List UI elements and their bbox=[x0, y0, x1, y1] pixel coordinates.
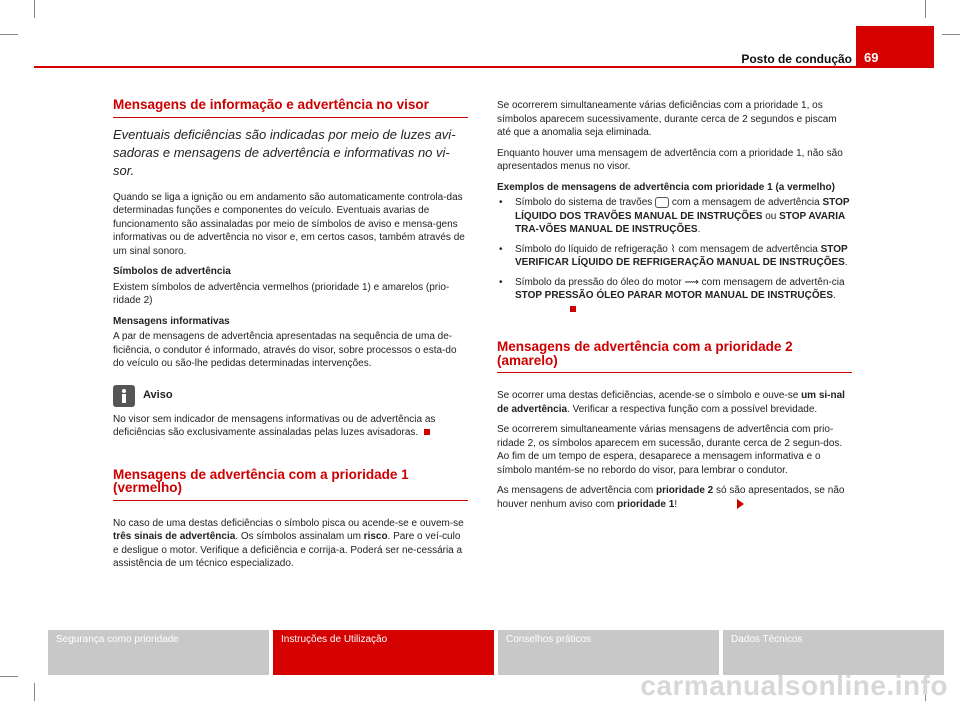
info-icon bbox=[113, 385, 135, 407]
section-heading: Mensagens de advertência com a prioridade 1 (vermelho) bbox=[113, 468, 468, 501]
paragraph: No caso de uma destas deficiências o símbolo pisca ou acende-se e ouvem-se três sinais de advertência. Os símbolos assinalam um risco. Pare o veí-culo e desligue o motor. Verifique a deficiência e corrija-a. Poderá ser ne-cessária a assistência de um técnico especializado. bbox=[113, 517, 464, 569]
footer-nav bbox=[48, 630, 948, 675]
paragraph: Se ocorrerem simultaneamente várias deficiências com a prioridade 1, os símbolos aparecem sucessivamente, durante cerca de 2 segundos e piscam até que a anomalia seja eliminada. bbox=[497, 100, 837, 138]
list-item: • Símbolo do sistema de travões com a mensagem de advertência STOP LÍQUIDO DOS TRAVÕES MANUAL DE INSTRUÇÕES ou STOP AVARIA TRA-VÕES MANUAL DE INSTRUÇÕES. bbox=[499, 197, 850, 235]
watermark: carmanualsonline.info bbox=[640, 670, 948, 701]
note-box bbox=[113, 385, 468, 407]
footer-tab-seguranca[interactable]: Segurança como prioridade bbox=[48, 630, 269, 675]
paragraph: Existem símbolos de advertência vermelhos (prioridade 1) e amarelos (prio-ridade 2) bbox=[113, 281, 450, 306]
crop-mark bbox=[0, 34, 18, 35]
right-column bbox=[497, 99, 852, 518]
subheading: Exemplos de mensagens de advertência com prioridade 1 (a vermelho) bbox=[497, 181, 835, 193]
crop-mark bbox=[34, 0, 35, 18]
page-title: Posto de condução bbox=[741, 52, 852, 66]
paragraph: Quando se liga a ignição ou em andamento são automaticamente controla-das determinadas funções e componentes do veículo. Eventuais avarias de funcionamento são assinaladas por meio de símbolos de aviso e mensa-gens informativas ou de advertência no visor e, em certos casos, também através de um sinal sonoro. bbox=[113, 191, 465, 257]
oil-pressure-icon: ⟿ bbox=[684, 276, 699, 288]
section-end-icon bbox=[424, 429, 430, 435]
paragraph: Se ocorrer uma destas deficiências, acende-se o símbolo e ouve-se um si-nal de advertência. Verificar a respectiva função com a possível brevidade. bbox=[497, 390, 845, 415]
footer-tab-dados[interactable]: Dados Técnicos bbox=[723, 630, 944, 675]
lead-paragraph: Eventuais deficiências são indicadas por meio de luzes avi-sadoras e mensagens de advertência e informativas no vi-sor. bbox=[113, 126, 456, 178]
left-column bbox=[113, 98, 468, 578]
section-heading: Mensagens de informação e advertência no visor bbox=[113, 98, 468, 118]
crop-mark bbox=[942, 34, 960, 35]
coolant-icon: ⌇ bbox=[670, 243, 676, 255]
list-item: • Símbolo da pressão do óleo do motor ⟿ com mensagem de advertên-cia STOP PRESSÃO ÓLEO PARAR MOTOR MANUAL DE INSTRUÇÕES. bbox=[497, 276, 852, 317]
footer-tab-instrucoes[interactable]: Instruções de Utilização bbox=[273, 630, 494, 675]
list-item: • Símbolo do líquido de refrigeração ⌇ com mensagem de advertência STOP VERIFICAR LÍQUIDO DE REFRIGERAÇÃO MANUAL DE INSTRUÇÕES. bbox=[499, 243, 848, 268]
crop-mark bbox=[0, 676, 18, 677]
header-rule bbox=[34, 66, 926, 68]
section-heading: Mensagens de advertência com a prioridade 2 (amarelo) bbox=[497, 340, 852, 373]
footer-tab-conselhos[interactable]: Conselhos práticos bbox=[498, 630, 719, 675]
subheading: Mensagens informativas bbox=[113, 315, 230, 327]
page-number: 69 bbox=[856, 26, 934, 68]
subheading: Símbolos de advertência bbox=[113, 266, 231, 277]
note-text: No visor sem indicador de mensagens informativas ou de advertência as deficiências são exclusivamente assinaladas pelas luzes avisadoras. bbox=[113, 413, 436, 438]
continue-arrow-icon bbox=[737, 499, 744, 509]
paragraph: Se ocorrerem simultaneamente várias mensagens de advertência com prio-ridade 2, os símbolos aparecem em sucessão, durante cerca de 2 segun-dos. Ao fim de um tempo de espera, desaparece a mensagem informativa e o símbolo mantém-se no rebordo do visor, para lembrar o condutor. bbox=[497, 424, 843, 476]
paragraph: A par de mensagens de advertência apresentadas na sequência de uma de-ficiência, o condutor é informado, através do visor, sobre processos o esta-do do veículo ou são-lhe pedidas determinadas intervenções. bbox=[113, 331, 457, 369]
paragraph: As mensagens de advertência com prioridade 2 só são apresentados, se não houver nenhum aviso com prioridade 1! bbox=[497, 485, 845, 510]
brake-system-icon bbox=[655, 197, 669, 208]
section-end-icon bbox=[570, 306, 576, 312]
paragraph: Enquanto houver uma mensagem de advertência com a prioridade 1, não são apresentados menus no visor. bbox=[497, 147, 843, 172]
crop-mark bbox=[34, 683, 35, 701]
note-label: Aviso bbox=[143, 388, 173, 401]
crop-mark bbox=[925, 0, 926, 18]
